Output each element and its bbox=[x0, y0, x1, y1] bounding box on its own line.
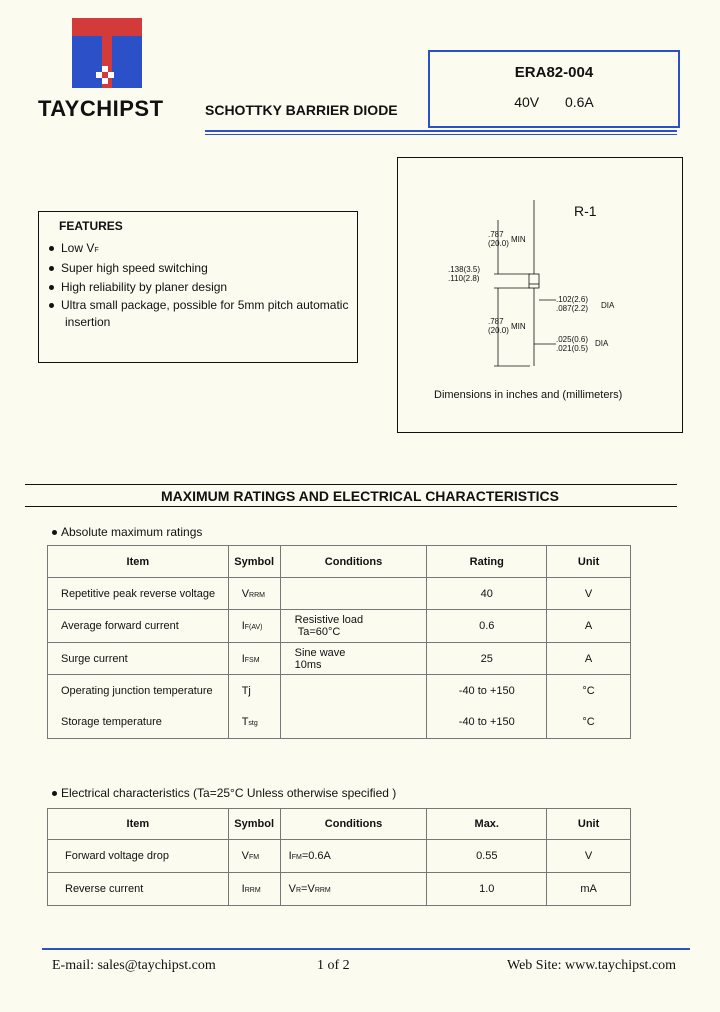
table-header-row bbox=[48, 546, 631, 578]
absolute-max-ratings-table bbox=[47, 545, 631, 739]
part-rating bbox=[430, 94, 678, 110]
header-rule bbox=[205, 130, 677, 132]
dim-body-diameter: .102(2.6) .087(2.2) bbox=[556, 295, 589, 313]
dim-min-label: MIN bbox=[511, 235, 526, 244]
section-rule bbox=[25, 484, 677, 485]
bullet-icon bbox=[52, 530, 57, 535]
footer-email[interactable]: E-mail: sales@taychipst.com bbox=[52, 958, 216, 973]
section-title: MAXIMUM RATINGS AND ELECTRICAL CHARACTERISTICS bbox=[161, 488, 559, 504]
header-conditions: Conditions bbox=[280, 809, 427, 840]
table-row: Average forward current IF(AV) Resistive load Ta=60°C 0.6 A bbox=[48, 610, 631, 643]
header-item: Item bbox=[48, 809, 229, 840]
header-rating: Rating bbox=[427, 546, 547, 578]
table-row: Storage temperature Tstg -40 to +150 °C bbox=[48, 707, 631, 739]
footer-website[interactable]: Web Site: www.taychipst.com bbox=[507, 958, 677, 973]
part-number: ERA82-004 bbox=[514, 64, 594, 81]
package-drawing-box bbox=[397, 157, 683, 433]
dim-lead-length: .787 (20.0) bbox=[488, 230, 509, 248]
footer-rule bbox=[42, 948, 690, 950]
bullet-icon bbox=[52, 791, 57, 796]
footer-page-number: 1 of 2 bbox=[317, 958, 350, 973]
feature-item: Ultra small package, possible for 5mm pitch automatic insertion bbox=[49, 297, 348, 314]
header-unit: Unit bbox=[547, 809, 631, 840]
dim-lead-diameter: .025(0.6) .021(0.5) bbox=[556, 335, 589, 353]
dim-dia-label-lower: DIA bbox=[595, 339, 609, 348]
header-max: Max. bbox=[427, 809, 547, 840]
header-symbol: Symbol bbox=[228, 546, 280, 578]
dim-dia-label: DIA bbox=[601, 301, 615, 310]
brand-name: TAYCHIPST bbox=[38, 96, 164, 121]
document-type: SCHOTTKY BARRIER DIODE bbox=[205, 102, 398, 118]
voltage-rating: 40V bbox=[514, 94, 540, 110]
electrical-characteristics-table bbox=[47, 808, 631, 906]
bullet-icon bbox=[49, 266, 54, 271]
bullet-icon bbox=[49, 303, 54, 308]
feature-item: High reliability by planer design bbox=[49, 279, 227, 296]
section-rule bbox=[25, 506, 677, 507]
header-rule-thin bbox=[205, 134, 677, 135]
header-unit: Unit bbox=[547, 546, 631, 578]
header-item: Item bbox=[48, 546, 229, 578]
header-conditions: Conditions bbox=[280, 546, 427, 578]
feature-item: Super high speed switching bbox=[49, 260, 208, 277]
package-name: R-1 bbox=[574, 203, 597, 219]
dim-body-length: .138(3.5) .110(2.8) bbox=[448, 265, 481, 283]
header-symbol: Symbol bbox=[228, 809, 280, 840]
table-header-row bbox=[48, 809, 631, 840]
table-row: Surge current IFSM Sine wave 10ms 25 A bbox=[48, 643, 631, 675]
table-row: Operating junction temperature Tj -40 to +150 °C bbox=[48, 675, 631, 707]
part-number-box bbox=[428, 50, 680, 128]
dim-min-label-lower: MIN bbox=[511, 322, 526, 331]
bullet-icon bbox=[49, 246, 54, 251]
elec-heading: Electrical characteristics (Ta=25°C Unless otherwise specified ) bbox=[52, 786, 396, 800]
table-row: Forward voltage drop VFM IFM=0.6A 0.55 V bbox=[48, 840, 631, 873]
dim-lead-length-lower: .787 (20.0) bbox=[488, 317, 509, 335]
feature-item: Low VF bbox=[49, 240, 99, 259]
abs-max-heading: Absolute maximum ratings bbox=[52, 525, 202, 539]
table-row: Reverse current IRRM VR=VRRM 1.0 mA bbox=[48, 873, 631, 906]
features-box bbox=[38, 211, 358, 363]
table-row: Repetitive peak reverse voltage VRRM 40 V bbox=[48, 578, 631, 610]
features-title: FEATURES bbox=[59, 219, 123, 233]
taychipst-logo-icon bbox=[72, 18, 142, 88]
bullet-icon bbox=[49, 285, 54, 290]
current-rating: 0.6A bbox=[564, 94, 594, 110]
dimensions-caption: Dimensions in inches and (millimeters) bbox=[434, 389, 623, 401]
